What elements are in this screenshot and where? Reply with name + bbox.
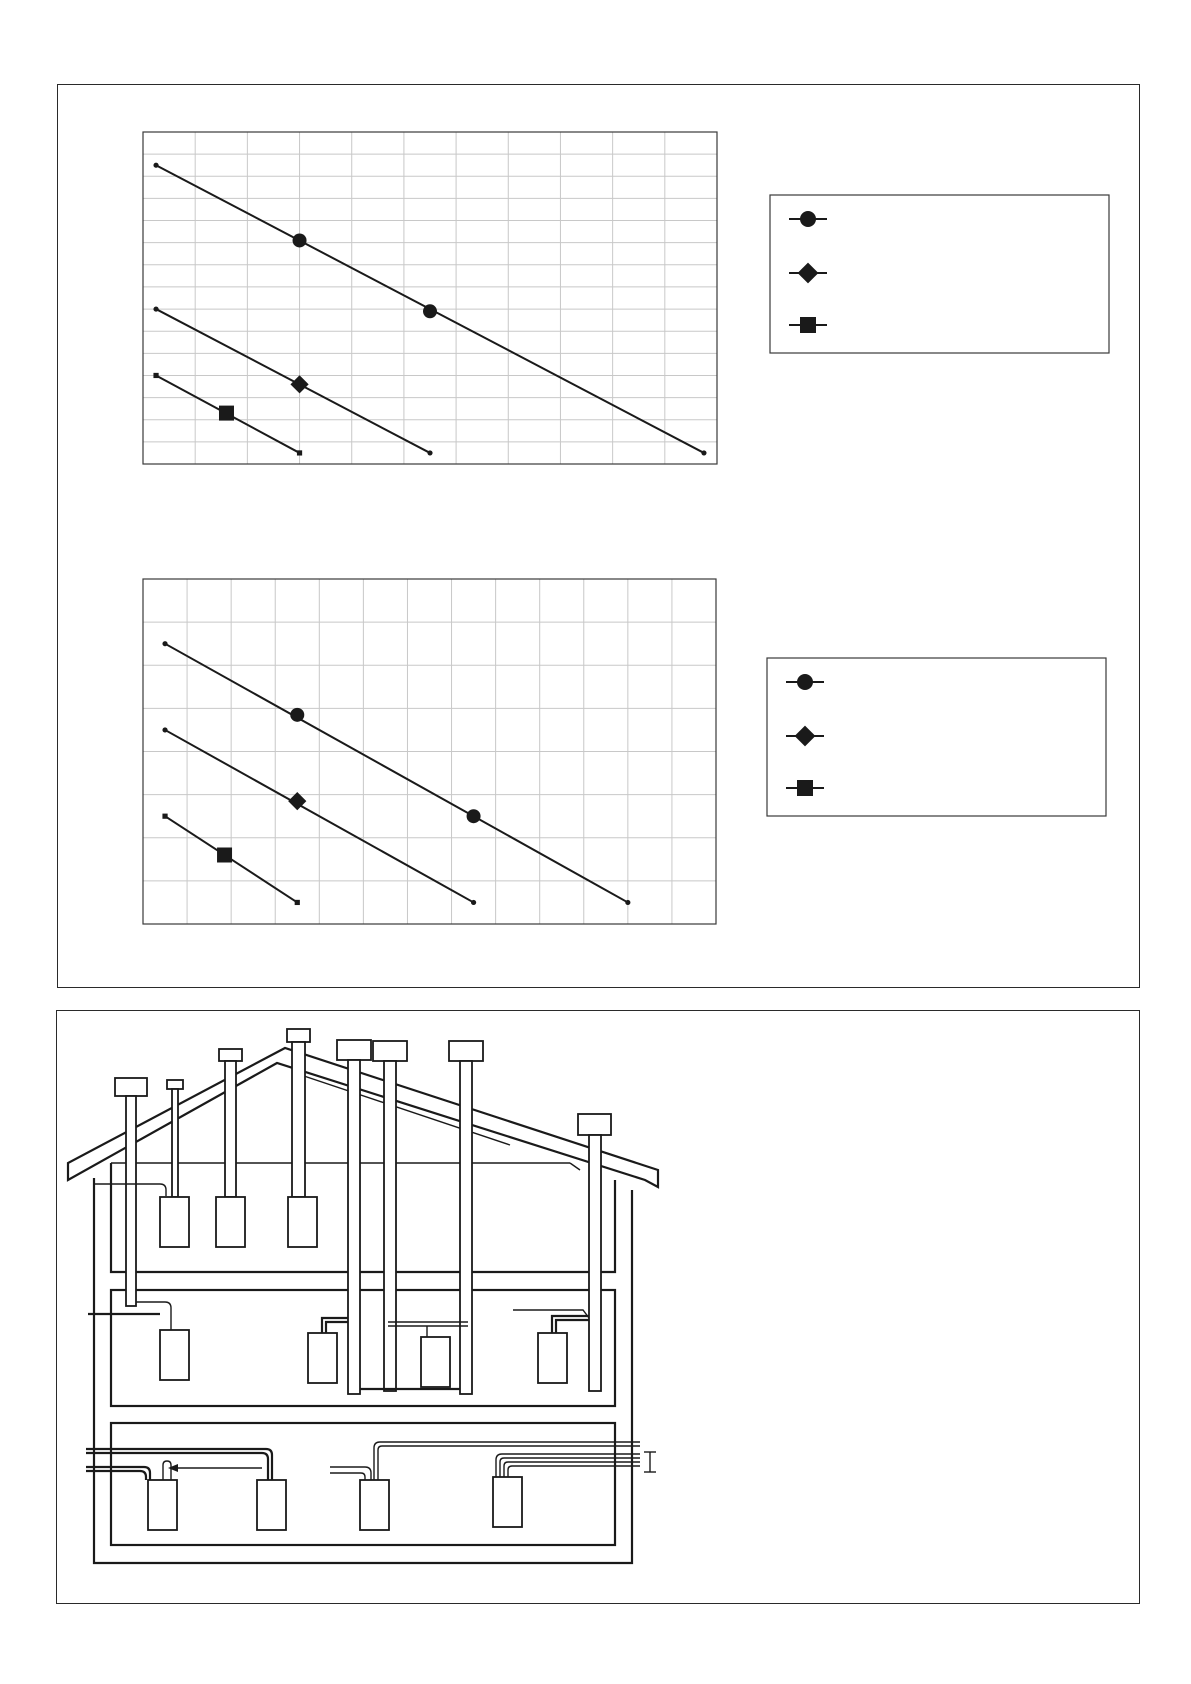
legend-marker-circle xyxy=(797,674,813,690)
data-point-circle xyxy=(153,163,158,168)
flue-pipe-6 xyxy=(384,1061,396,1391)
flue-terminal-3 xyxy=(219,1049,242,1061)
series-line-diamond xyxy=(156,309,430,453)
data-point-circle xyxy=(293,233,307,247)
ground-flue-6b xyxy=(500,1458,640,1477)
flue-pipe-7 xyxy=(460,1061,472,1394)
legend-marker-circle xyxy=(800,211,816,227)
boiler-ground-4 xyxy=(493,1477,522,1527)
ground-arrow-head xyxy=(168,1464,178,1472)
flue-terminal-2 xyxy=(167,1080,183,1089)
data-point-square xyxy=(217,848,232,863)
data-point-circle xyxy=(625,900,630,905)
ground-flue-3 xyxy=(163,1461,171,1480)
data-point-square xyxy=(295,900,300,905)
data-point-diamond xyxy=(153,306,158,311)
ground-flue-4b xyxy=(330,1473,365,1480)
legend-marker-square xyxy=(797,780,813,796)
ground-flue-5b xyxy=(378,1446,640,1480)
flue-pipe-2 xyxy=(172,1089,178,1197)
flue-pipe-8 xyxy=(589,1135,601,1391)
flue-pipe-4 xyxy=(292,1042,305,1197)
chart-2-grid xyxy=(143,579,716,924)
legend-1 xyxy=(770,195,1109,353)
data-point-circle xyxy=(467,809,481,823)
boiler-ground-2 xyxy=(257,1480,286,1530)
roof-inner-left xyxy=(140,1063,277,1140)
chart-2 xyxy=(143,579,716,924)
flue-terminal-6 xyxy=(373,1041,407,1061)
flue-terminal-8 xyxy=(578,1114,611,1135)
roof-inner-right xyxy=(295,1073,510,1145)
legend-2 xyxy=(767,658,1106,816)
roof-outline xyxy=(68,1048,658,1187)
data-point-circle xyxy=(162,641,167,646)
boiler-middle-4 xyxy=(538,1333,567,1383)
data-point-diamond xyxy=(162,727,167,732)
flue-connector-c xyxy=(552,1316,589,1333)
flue-terminal-7 xyxy=(449,1041,483,1061)
data-point-circle xyxy=(423,304,437,318)
flue-connector-c2 xyxy=(556,1320,589,1333)
flue-bend-1 xyxy=(136,1302,171,1330)
flue-pipe-5 xyxy=(348,1060,360,1394)
boiler-ground-3 xyxy=(360,1480,389,1530)
house-diagram xyxy=(68,1029,658,1563)
boiler-middle-1 xyxy=(160,1330,189,1380)
boiler-ground-1 xyxy=(148,1480,177,1530)
chart-2-series xyxy=(162,641,630,905)
boiler-middle-3 xyxy=(421,1337,450,1387)
data-point-diamond xyxy=(471,900,476,905)
data-point-square xyxy=(297,450,302,455)
boiler-attic-3 xyxy=(288,1197,317,1247)
flue-terminal-1 xyxy=(115,1078,147,1096)
ground-flue-2 xyxy=(86,1467,150,1480)
data-point-diamond xyxy=(290,375,308,393)
chart-1 xyxy=(143,132,717,464)
data-point-square xyxy=(162,814,167,819)
ground-flue-6d xyxy=(508,1466,640,1477)
flue-connector-a2 xyxy=(326,1322,348,1333)
boiler-middle-2 xyxy=(308,1333,337,1383)
flue-pipe-1 xyxy=(126,1096,136,1306)
boiler-attic-2 xyxy=(216,1197,245,1247)
data-point-diamond xyxy=(427,450,432,455)
flue-pipe-3 xyxy=(225,1061,236,1197)
flue-terminal-5 xyxy=(337,1040,371,1060)
ground-flue-5 xyxy=(374,1442,640,1480)
ground-flue-6c xyxy=(504,1462,640,1477)
boiler-attic-1 xyxy=(160,1197,189,1247)
data-point-circle xyxy=(701,450,706,455)
data-point-square xyxy=(219,406,234,421)
data-point-square xyxy=(153,373,158,378)
legend-marker-square xyxy=(800,317,816,333)
attic-ceiling-end xyxy=(570,1163,580,1170)
flue-terminal-4 xyxy=(287,1029,310,1042)
series-line-circle xyxy=(165,644,628,903)
data-point-circle xyxy=(290,708,304,722)
